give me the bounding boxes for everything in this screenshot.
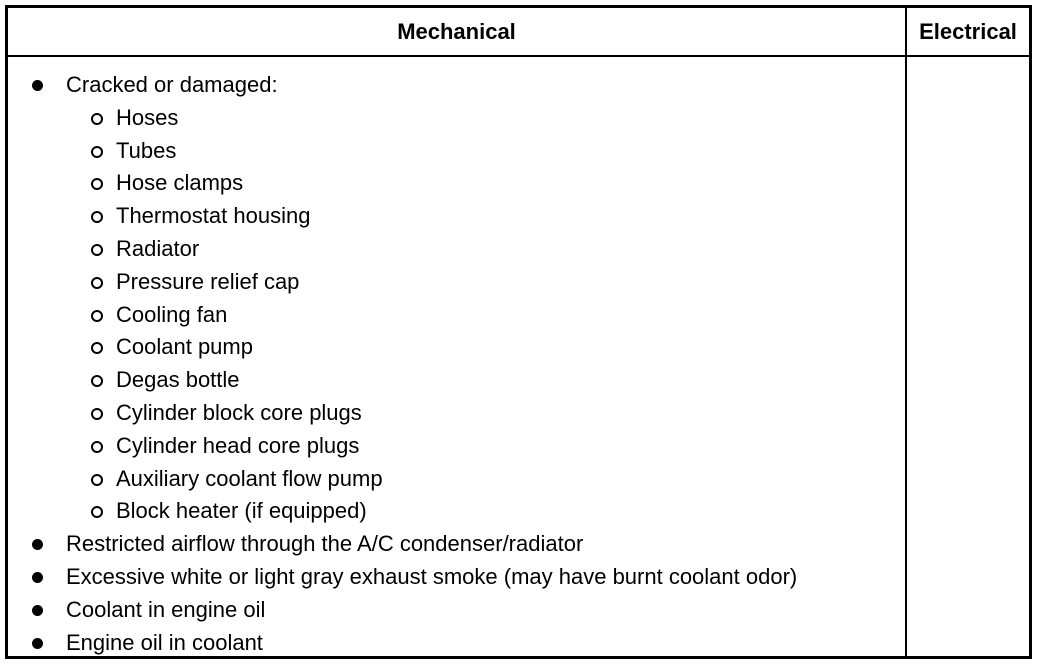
list-item-label: Engine oil in coolant — [66, 629, 263, 655]
filled-bullet-icon — [32, 539, 43, 550]
hollow-bullet-icon — [91, 474, 103, 486]
sub-list-item-label: Pressure relief cap — [116, 268, 300, 294]
electrical-header: Electrical — [906, 8, 1029, 56]
hollow-bullet-icon — [91, 310, 103, 322]
sub-list-item-label: Hoses — [116, 104, 179, 130]
filled-bullet-icon — [32, 638, 43, 649]
sub-list-item — [66, 233, 905, 266]
mechanical-header: Mechanical — [8, 8, 906, 56]
mechanical-list — [8, 57, 905, 659]
sub-list-item — [66, 266, 905, 299]
hollow-bullet-icon — [91, 441, 103, 453]
sub-list-item — [66, 299, 905, 332]
hollow-bullet-icon — [91, 408, 103, 420]
sub-list-item — [66, 364, 905, 397]
hollow-bullet-icon — [91, 244, 103, 256]
hollow-bullet-icon — [91, 113, 103, 125]
list-item-label: Excessive white or light gray exhaust smoke (may have burnt coolant odor) — [66, 563, 798, 589]
sub-list-item-label: Coolant pump — [116, 334, 253, 360]
list-item-label: Restricted airflow through the A/C condenser/radiator — [66, 531, 584, 557]
sub-list-item-label: Radiator — [116, 235, 200, 261]
electrical-cell — [906, 56, 1029, 659]
filled-bullet-icon — [32, 605, 43, 616]
sub-list-item-label: Auxiliary coolant flow pump — [116, 465, 383, 491]
sub-list-item-label: Degas bottle — [116, 367, 240, 393]
hollow-bullet-icon — [91, 146, 103, 158]
sub-list-item-label: Thermostat housing — [116, 203, 311, 229]
sub-list-item — [66, 495, 905, 528]
list-item — [8, 528, 905, 561]
hollow-bullet-icon — [91, 211, 103, 223]
sub-list-item-label: Cylinder block core plugs — [116, 399, 362, 425]
list-item — [8, 627, 905, 660]
hollow-bullet-icon — [91, 375, 103, 387]
list-item-label: Coolant in engine oil — [66, 596, 266, 622]
sub-list-item — [66, 463, 905, 496]
header-row — [8, 8, 1029, 56]
sub-list-item — [66, 167, 905, 200]
sub-list-item — [66, 102, 905, 135]
filled-bullet-icon — [32, 572, 43, 583]
sub-list-item — [66, 331, 905, 364]
sub-list-item — [66, 397, 905, 430]
sub-list-item-label: Block heater (if equipped) — [116, 498, 367, 524]
hollow-bullet-icon — [91, 342, 103, 354]
content-row — [8, 56, 1029, 659]
sub-list-item-label: Cylinder head core plugs — [116, 432, 360, 458]
sub-list-item-label: Tubes — [116, 137, 177, 163]
sub-list-item-label: Cooling fan — [116, 301, 228, 327]
inspection-table-grid — [8, 8, 1029, 659]
sub-list-item — [66, 135, 905, 168]
inspection-table — [5, 5, 1032, 659]
sub-list-item-label: Hose clamps — [116, 170, 244, 196]
list-item — [8, 69, 905, 528]
sub-list-item — [66, 430, 905, 463]
hollow-bullet-icon — [91, 506, 103, 518]
mechanical-cell — [8, 56, 906, 659]
hollow-bullet-icon — [91, 178, 103, 190]
sub-list-item — [66, 200, 905, 233]
hollow-bullet-icon — [91, 277, 103, 289]
list-item-label: Cracked or damaged: — [66, 72, 278, 97]
list-item — [8, 594, 905, 627]
list-item — [8, 561, 905, 594]
filled-bullet-icon — [32, 80, 43, 91]
damaged-components-sublist — [66, 102, 905, 528]
